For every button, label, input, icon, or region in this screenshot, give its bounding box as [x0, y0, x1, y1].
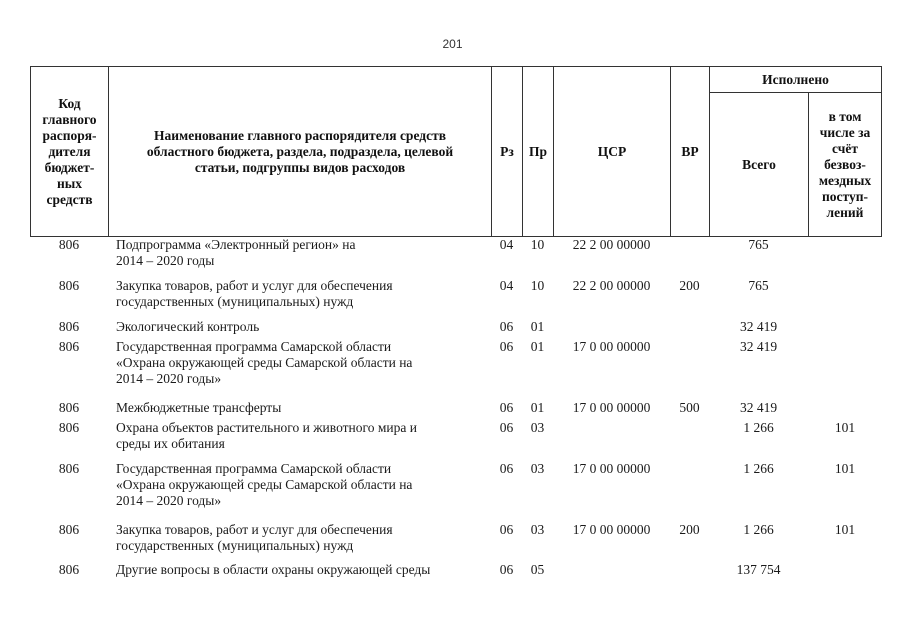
cell-rz: 06	[499, 319, 514, 334]
cell-incl: 101	[834, 420, 856, 435]
table-row	[30, 236, 882, 277]
cell-csr	[553, 419, 670, 460]
table-row	[30, 318, 882, 338]
cell-csr: 17 0 00 00000	[572, 461, 651, 476]
cell-total: 1 266	[743, 420, 774, 435]
cell-vr: 200	[679, 278, 700, 293]
cell-incl: 101	[834, 522, 856, 537]
cell-incl	[808, 318, 882, 338]
cell-total: 1 266	[743, 461, 774, 476]
header-name-line: Наименование главного распорядителя средств	[153, 127, 446, 143]
cell-csr: 22 2 00 00000	[572, 278, 651, 293]
cell-pr: 03	[530, 420, 545, 435]
header-name-line: областного бюджета, раздела, подраздела, целевой	[146, 143, 454, 159]
table-row	[30, 460, 882, 521]
cell-pr: 01	[530, 400, 545, 415]
cell-name-line: «Охрана окружающей среды Самарской области на	[116, 477, 413, 492]
cell-csr: 17 0 00 00000	[572, 400, 651, 415]
header-code	[30, 66, 109, 237]
cell-incl	[808, 399, 882, 419]
cell-name-line: Экологический контроль	[116, 319, 260, 334]
cell-name	[108, 460, 491, 521]
cell-incl	[808, 561, 882, 581]
header-code-line: главного	[42, 111, 97, 127]
cell-csr	[553, 561, 670, 581]
header-code-line: средств	[46, 191, 93, 207]
cell-code: 806	[58, 420, 80, 435]
cell-name	[108, 318, 491, 338]
cell-rz: 06	[499, 420, 514, 435]
cell-code: 806	[58, 319, 80, 334]
cell-code: 806	[58, 339, 80, 354]
table-row	[30, 419, 882, 460]
cell-name-line: Охрана объектов растительного и животного мира и	[116, 420, 417, 435]
cell-pr: 03	[530, 461, 545, 476]
cell-rz: 04	[499, 278, 514, 293]
cell-rz: 06	[499, 400, 514, 415]
cell-pr: 01	[530, 339, 545, 354]
cell-name-line: Закупка товаров, работ и услуг для обеспечения	[116, 278, 393, 293]
cell-pr: 10	[530, 278, 545, 293]
cell-vr: 500	[679, 400, 700, 415]
cell-name	[108, 277, 491, 318]
cell-rz: 06	[499, 461, 514, 476]
header-name	[108, 66, 492, 237]
cell-name	[108, 521, 491, 561]
cell-name-line: 2014 – 2020 годы»	[116, 493, 222, 508]
cell-total: 765	[748, 278, 769, 293]
cell-vr	[670, 338, 709, 399]
header-total: Всего	[709, 92, 809, 237]
cell-csr: 17 0 00 00000	[572, 339, 651, 354]
cell-code: 806	[58, 237, 80, 252]
cell-total: 137 754	[736, 562, 781, 577]
header-incl	[808, 92, 882, 237]
page-number: 201	[442, 37, 463, 51]
table-row	[30, 338, 882, 399]
cell-name-line: 2014 – 2020 годы	[116, 253, 215, 268]
cell-pr: 10	[530, 237, 545, 252]
header-code-line: Код	[58, 95, 81, 111]
header-incl-line: поступ-	[822, 188, 868, 204]
cell-name-line: Государственная программа Самарской области	[116, 461, 392, 476]
cell-total: 32 419	[739, 400, 778, 415]
cell-vr: 200	[679, 522, 700, 537]
cell-name-line: 2014 – 2020 годы»	[116, 371, 222, 386]
cell-name-line: государственных (муниципальных) нужд	[116, 294, 354, 309]
header-rz: Рз	[491, 66, 523, 237]
cell-pr: 01	[530, 319, 545, 334]
cell-csr: 17 0 00 00000	[572, 522, 651, 537]
cell-vr	[670, 236, 709, 277]
cell-total: 1 266	[743, 522, 774, 537]
cell-vr	[670, 419, 709, 460]
cell-incl: 101	[834, 461, 856, 476]
cell-vr	[670, 318, 709, 338]
header-code-line: ных	[56, 175, 83, 191]
cell-name	[108, 236, 491, 277]
cell-name-line: среды их обитания	[116, 436, 225, 451]
cell-name-line: «Охрана окружающей среды Самарской области на	[116, 355, 413, 370]
cell-total: 32 419	[739, 319, 778, 334]
cell-name-line: Другие вопросы в области охраны окружающей среды	[116, 562, 431, 577]
header-incl-line: лений	[826, 204, 864, 220]
header-incl-line: счёт	[832, 140, 858, 156]
cell-name-line: Государственная программа Самарской области	[116, 339, 392, 354]
header-name-line: статьи, подгруппы видов расходов	[194, 159, 406, 175]
cell-code: 806	[58, 400, 80, 415]
cell-incl	[808, 338, 882, 399]
cell-name-line: Закупка товаров, работ и услуг для обеспечения	[116, 522, 393, 537]
header-code-line: бюджет-	[44, 159, 95, 175]
cell-rz: 06	[499, 339, 514, 354]
cell-pr: 03	[530, 522, 545, 537]
header-incl-line: числе за	[819, 124, 871, 140]
header-csr: ЦСР	[553, 66, 671, 237]
cell-code: 806	[58, 278, 80, 293]
header-code-line: дителя	[48, 143, 91, 159]
header-pr: Пр	[522, 66, 554, 237]
table-row	[30, 521, 882, 561]
cell-rz: 06	[499, 562, 514, 577]
cell-csr: 22 2 00 00000	[572, 237, 651, 252]
cell-total: 32 419	[739, 339, 778, 354]
cell-name-line: Межбюджетные трансферты	[116, 400, 282, 415]
header-vr: ВР	[670, 66, 710, 237]
header-incl-line: мездных	[818, 172, 872, 188]
cell-rz: 04	[499, 237, 514, 252]
table-body	[30, 236, 882, 581]
table-row	[30, 399, 882, 419]
cell-incl	[808, 277, 882, 318]
header-incl-line: безвоз-	[824, 156, 866, 172]
cell-code: 806	[58, 562, 80, 577]
cell-csr	[553, 318, 670, 338]
cell-code: 806	[58, 461, 80, 476]
cell-rz: 06	[499, 522, 514, 537]
cell-name	[108, 561, 491, 581]
header-incl-line: в том	[828, 108, 862, 124]
header-executed: Исполнено	[709, 66, 882, 93]
cell-total: 765	[748, 237, 769, 252]
cell-name	[108, 338, 491, 399]
cell-name-line: государственных (муниципальных) нужд	[116, 538, 354, 553]
cell-incl	[808, 236, 882, 277]
cell-vr	[670, 561, 709, 581]
cell-name	[108, 419, 491, 460]
cell-vr	[670, 460, 709, 521]
cell-name-line: Подпрограмма «Электронный регион» на	[116, 237, 356, 252]
cell-pr: 05	[530, 562, 545, 577]
cell-code: 806	[58, 522, 80, 537]
table-row	[30, 277, 882, 318]
header-code-line: распоря-	[42, 127, 97, 143]
cell-name	[108, 399, 491, 419]
table-row	[30, 561, 882, 581]
